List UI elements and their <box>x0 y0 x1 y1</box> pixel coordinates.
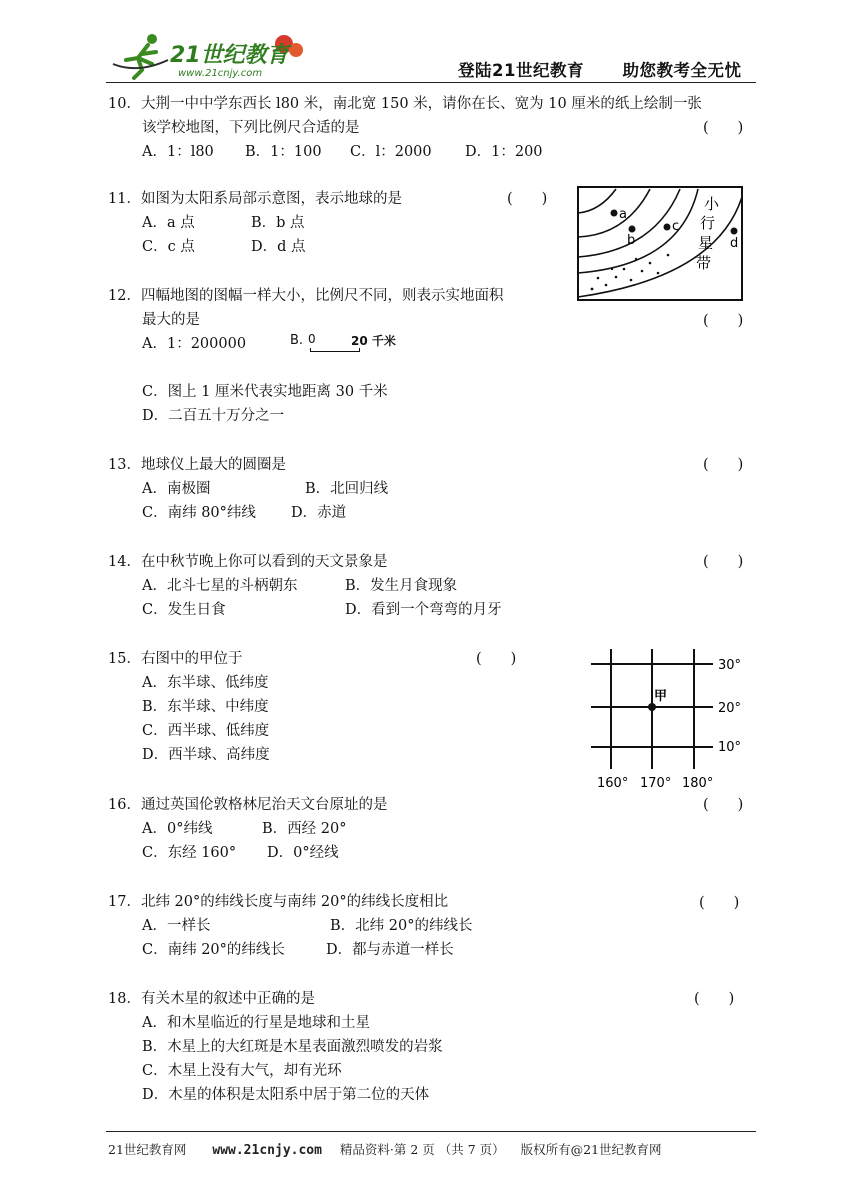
question-text: 10．大荆一中中学东西长 l80 米，南北宽 150 米，请你在长、宽为 10 厘米的纸上绘制一张 <box>108 96 702 112</box>
logo <box>108 30 308 82</box>
header-rule <box>106 82 756 83</box>
option: C．东经 160° <box>142 845 237 861</box>
option: D．看到一个弯弯的月牙 <box>345 602 502 618</box>
answer-paren: ( ) <box>507 191 548 207</box>
footer-site-name: 21世纪教育网 <box>108 1142 187 1157</box>
point-b <box>629 226 636 233</box>
logo-text: 21世纪教育 <box>170 43 289 68</box>
option: D．都与赤道一样长 <box>326 942 454 958</box>
footer-copyright: 版权所有@21世纪教育网 <box>520 1142 662 1157</box>
point-c <box>664 224 671 231</box>
belt-label: 带 <box>696 254 712 272</box>
option: D．二百五十万分之一 <box>142 408 285 424</box>
point-d <box>731 228 738 235</box>
lon-label: 160° <box>597 776 629 791</box>
answer-paren: ( ) <box>703 313 744 329</box>
belt-label: 星 <box>698 234 714 252</box>
lat-label: 10° <box>718 740 742 755</box>
answer-paren: ( ) <box>703 797 744 813</box>
option: B. <box>290 333 304 348</box>
question-text: 18．有关木星的叙述中正确的是 <box>108 991 315 1007</box>
question-text: 该学校地图，下列比例尺合适的是 <box>142 120 360 136</box>
option: D．西半球、高纬度 <box>142 747 270 763</box>
scale-label: 20 千米 <box>351 334 396 348</box>
label-a: a <box>619 207 627 222</box>
latlon-grid-diagram <box>585 645 755 793</box>
point-jia-label: 甲 <box>654 689 668 704</box>
header-slogan-left: 登陆21世纪教育 <box>458 61 584 80</box>
option: C．c 点 <box>142 239 195 255</box>
option: A．北斗七星的斗柄朝东 <box>142 578 298 594</box>
option: C．西半球、低纬度 <box>142 723 270 739</box>
option: C．南纬 20°的纬线长 <box>142 942 285 958</box>
lat-label: 20° <box>718 701 742 716</box>
option: B．木星上的大红斑是木星表面激烈喷发的岩浆 <box>142 1039 443 1055</box>
option: D．1：200 <box>465 144 543 160</box>
option: D．d 点 <box>251 239 306 255</box>
logo-url: www.21cnjy.com <box>178 68 263 79</box>
header-slogan-right: 助您教考全无忧 <box>622 61 742 80</box>
option: A．一样长 <box>142 918 211 934</box>
option: D．0°经线 <box>267 845 339 861</box>
scale-bar <box>308 332 400 354</box>
solar-system-diagram <box>576 185 746 305</box>
question-text: 14．在中秋节晚上你可以看到的天文景象是 <box>108 554 388 570</box>
option: B．东半球、中纬度 <box>142 699 269 715</box>
question-text: 12．四幅地图的图幅一样大小，比例尺不同，则表示实地面积 <box>108 288 504 304</box>
option: A．东半球、低纬度 <box>142 675 269 691</box>
option: A．0°纬线 <box>142 821 213 837</box>
option: A．1：200000 <box>142 336 247 352</box>
label-b: b <box>627 233 636 248</box>
question-text: 13．地球仪上最大的圆圈是 <box>108 457 286 473</box>
option: B．西经 20° <box>262 821 347 837</box>
question-text: 最大的是 <box>142 312 200 328</box>
scale-zero: 0 <box>308 332 316 346</box>
option: B．北纬 20°的纬线长 <box>330 918 473 934</box>
option: B．b 点 <box>251 215 305 231</box>
footer-rule <box>106 1131 756 1132</box>
lon-label: 170° <box>640 776 672 791</box>
option: A．和木星临近的行星是地球和土星 <box>142 1015 370 1031</box>
option: A．a 点 <box>142 215 195 231</box>
option: B．发生月食现象 <box>345 578 458 594</box>
answer-paren: ( ) <box>703 120 744 136</box>
question-text: 11．如图为太阳系局部示意图，表示地球的是 <box>108 191 402 207</box>
option: C．木星上没有大气，却有光环 <box>142 1063 342 1079</box>
belt-label: 小 <box>704 195 720 213</box>
answer-paren: ( ) <box>476 651 517 667</box>
answer-paren: ( ) <box>694 991 735 1007</box>
question-text: 16．通过英国伦敦格林尼治天文台原址的是 <box>108 797 388 813</box>
point-jia <box>648 703 656 711</box>
option: B．1：100 <box>245 144 322 160</box>
footer-site-url[interactable]: www.21cnjy.com <box>212 1143 322 1158</box>
question-text: 15．右图中的甲位于 <box>108 651 243 667</box>
option: C．l：2000 <box>350 144 432 160</box>
answer-paren: ( ) <box>703 457 744 473</box>
option: B．北回归线 <box>305 481 389 497</box>
option: C．南纬 80°纬线 <box>142 505 256 521</box>
label-c: c <box>672 219 680 234</box>
lon-label: 180° <box>682 776 714 791</box>
point-a <box>611 210 618 217</box>
belt-label: 行 <box>700 214 716 232</box>
option: C．发生日食 <box>142 602 226 618</box>
label-d: d <box>730 236 739 251</box>
lat-label: 30° <box>718 658 742 673</box>
answer-paren: ( ) <box>699 895 740 911</box>
option: A．1：l80 <box>142 144 214 160</box>
option: D．赤道 <box>291 505 347 521</box>
answer-paren: ( ) <box>703 554 744 570</box>
footer-page-info: 精品资料·第 2 页 （共 7 页） <box>339 1142 505 1157</box>
question-text: 17．北纬 20°的纬线长度与南纬 20°的纬线长度相比 <box>108 894 449 910</box>
option: C．图上 1 厘米代表实地距离 30 千米 <box>142 384 388 400</box>
runner-icon <box>113 34 168 78</box>
option: A．南极圈 <box>142 481 211 497</box>
option: D．木星的体积是太阳系中居于第二位的天体 <box>142 1087 430 1103</box>
